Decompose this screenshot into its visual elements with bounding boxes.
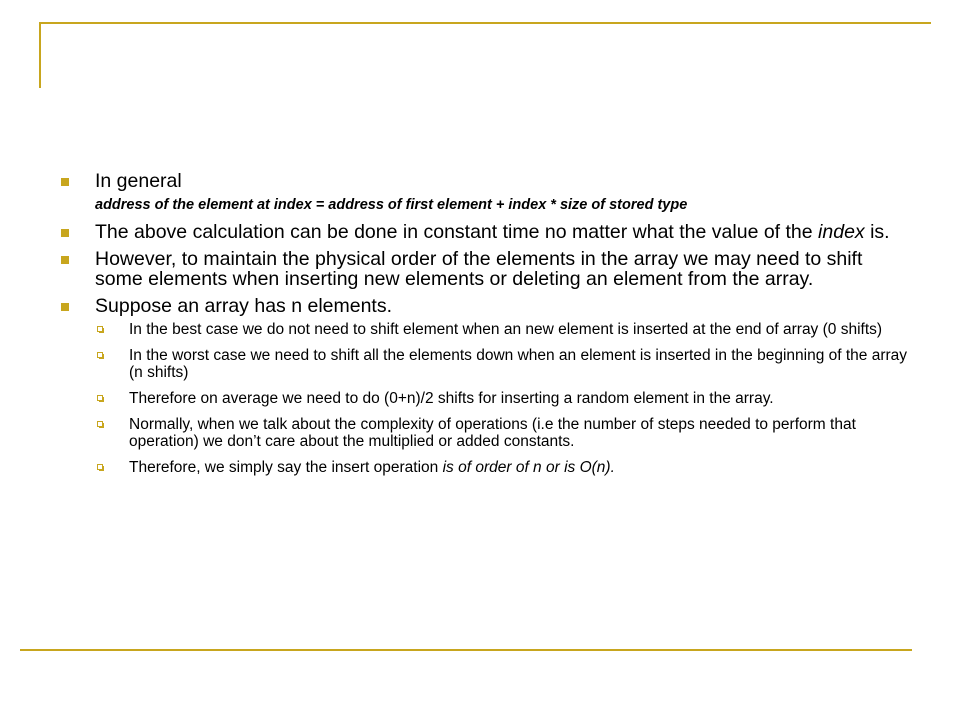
- bullet-n-elements: [60, 296, 910, 316]
- square-bullet-icon: [61, 229, 69, 237]
- hollow-square-bullet-icon: [97, 326, 103, 332]
- square-bullet-icon: [61, 178, 69, 186]
- hollow-square-bullet-icon: [97, 395, 103, 401]
- slide-content: [60, 171, 910, 485]
- bullet-text-pre: The above calculation can be done in constant time no matter what the value of the: [95, 221, 819, 243]
- sub-bullet-order-n: [60, 459, 910, 476]
- sub-bullet-complexity: [60, 416, 910, 450]
- bullet-in-general: [60, 171, 910, 191]
- bullet-text-post: is.: [864, 221, 890, 243]
- hollow-square-bullet-icon: [97, 352, 103, 358]
- sub-bullet-text-pre: Therefore, we simply say the insert operation: [129, 459, 443, 476]
- left-rule: [39, 22, 41, 88]
- bullet-text: However, to maintain the physical order of the elements in the array we may need to shift some elements when inserting new elements or deleting an element from the array.: [95, 248, 863, 290]
- bullet-text-emphasis: index: [818, 221, 865, 243]
- sub-bullet-text: In the best case we do not need to shift element when an new element is inserted at the end of array (0 shifts): [129, 321, 883, 338]
- sub-bullet-best-case: [60, 321, 910, 338]
- sub-bullet-worst-case: [60, 347, 910, 381]
- square-bullet-icon: [61, 256, 69, 264]
- address-formula: address of the element at index = address of first element + index * size of stored type: [95, 197, 688, 213]
- bullet-constant-time: [60, 222, 910, 242]
- sub-bullet-text-emphasis: is of order of n or is O(n).: [442, 459, 615, 476]
- bottom-rule: [20, 649, 912, 651]
- square-bullet-icon: [61, 303, 69, 311]
- bullet-text: Suppose an array has n elements.: [95, 295, 393, 317]
- sub-bullet-average: [60, 390, 910, 407]
- hollow-square-bullet-icon: [97, 464, 103, 470]
- top-rule: [39, 22, 931, 24]
- sub-bullet-text: Normally, when we talk about the complexity of operations (i.e the number of steps needed to perform that operation) we don’t care about the multiplied or added constants.: [129, 416, 856, 450]
- bullet-text: In general: [95, 170, 182, 192]
- sub-bullet-text: In the worst case we need to shift all the elements down when an element is inserted in the beginning of the array (n shifts): [129, 347, 908, 381]
- bullet-physical-order: [60, 249, 910, 289]
- sub-bullet-text: Therefore on average we need to do (0+n)/2 shifts for inserting a random element in the array.: [129, 390, 774, 407]
- hollow-square-bullet-icon: [97, 421, 103, 427]
